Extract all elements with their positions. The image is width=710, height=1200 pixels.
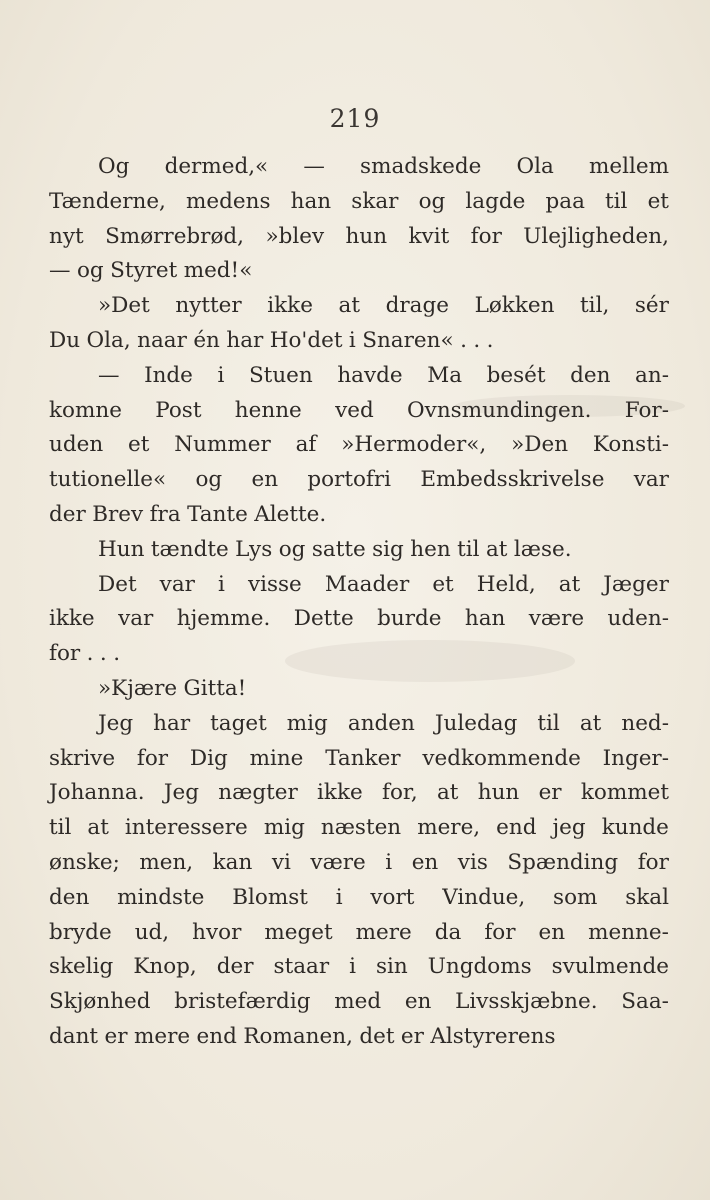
text-line: Det var i visse Maader et Held, at Jæger <box>98 571 669 597</box>
text-line: nyt Smørrebrød, »blev hun kvit for Ulejligheden, <box>49 223 669 249</box>
text-line: »Det nytter ikke at drage Løkken til, sér <box>98 293 669 319</box>
text-line: der Brev fra Tante Alette. <box>49 501 327 527</box>
paragraph <box>49 289 669 359</box>
text-line: ikke var hjemme. Dette burde han være uden- <box>49 606 669 632</box>
text-line: skrive for Dig mine Tanker vedkommende Inger- <box>49 745 669 771</box>
text-line: ønske; men, kan vi være i en vis Spænding for <box>49 849 669 875</box>
paragraph <box>49 672 669 707</box>
paragraph <box>49 359 669 533</box>
text-line: Tænderne, medens han skar og lagde paa til et <box>49 188 669 214</box>
text-line: Johanna. Jeg nægter ikke for, at hun er kommet <box>49 780 669 806</box>
text-line: komne Post henne ved Ovnsmundingen. For- <box>49 397 669 423</box>
text-line: bryde ud, hvor meget mere da for en menne- <box>49 919 669 945</box>
text-line: »Kjære Gitta! <box>98 675 247 701</box>
text-line: Jeg har taget mig anden Juledag til at ned- <box>98 710 669 736</box>
text-line: Hun tændte Lys og satte sig hen til at læse. <box>98 536 572 562</box>
body-text <box>49 150 669 1055</box>
text-line: tutionelle« og en portofri Embedsskrivelse var <box>49 467 669 493</box>
text-line: uden et Nummer af »Hermoder«, »Den Konsti- <box>49 432 669 458</box>
text-line: skelig Knop, der staar i sin Ungdoms svulmende <box>49 954 669 980</box>
paragraph <box>49 707 669 1055</box>
text-line: Og dermed,« — smadskede Ola mellem <box>98 154 669 179</box>
paragraph <box>49 568 669 672</box>
text-line: — Inde i Stuen havde Ma besét den an- <box>98 362 669 388</box>
paragraph <box>49 533 669 568</box>
paragraph <box>49 150 669 289</box>
text-line: dant er mere end Romanen, det er Alstyrerens <box>49 1023 556 1049</box>
text-line: — og Styret med!« <box>49 258 253 284</box>
text-line: den mindste Blomst i vort Vindue, som skal <box>49 884 669 910</box>
text-line: for . . . <box>49 641 121 667</box>
text-line: Du Ola, naar én har Ho'det i Snaren« . . . <box>49 327 494 353</box>
text-line: til at interessere mig næsten mere, end jeg kunde <box>49 815 669 841</box>
page-number: 219 <box>329 104 381 133</box>
text-line: Skjønhed bristefærdig med en Livsskjæbne. Saa- <box>49 989 669 1015</box>
